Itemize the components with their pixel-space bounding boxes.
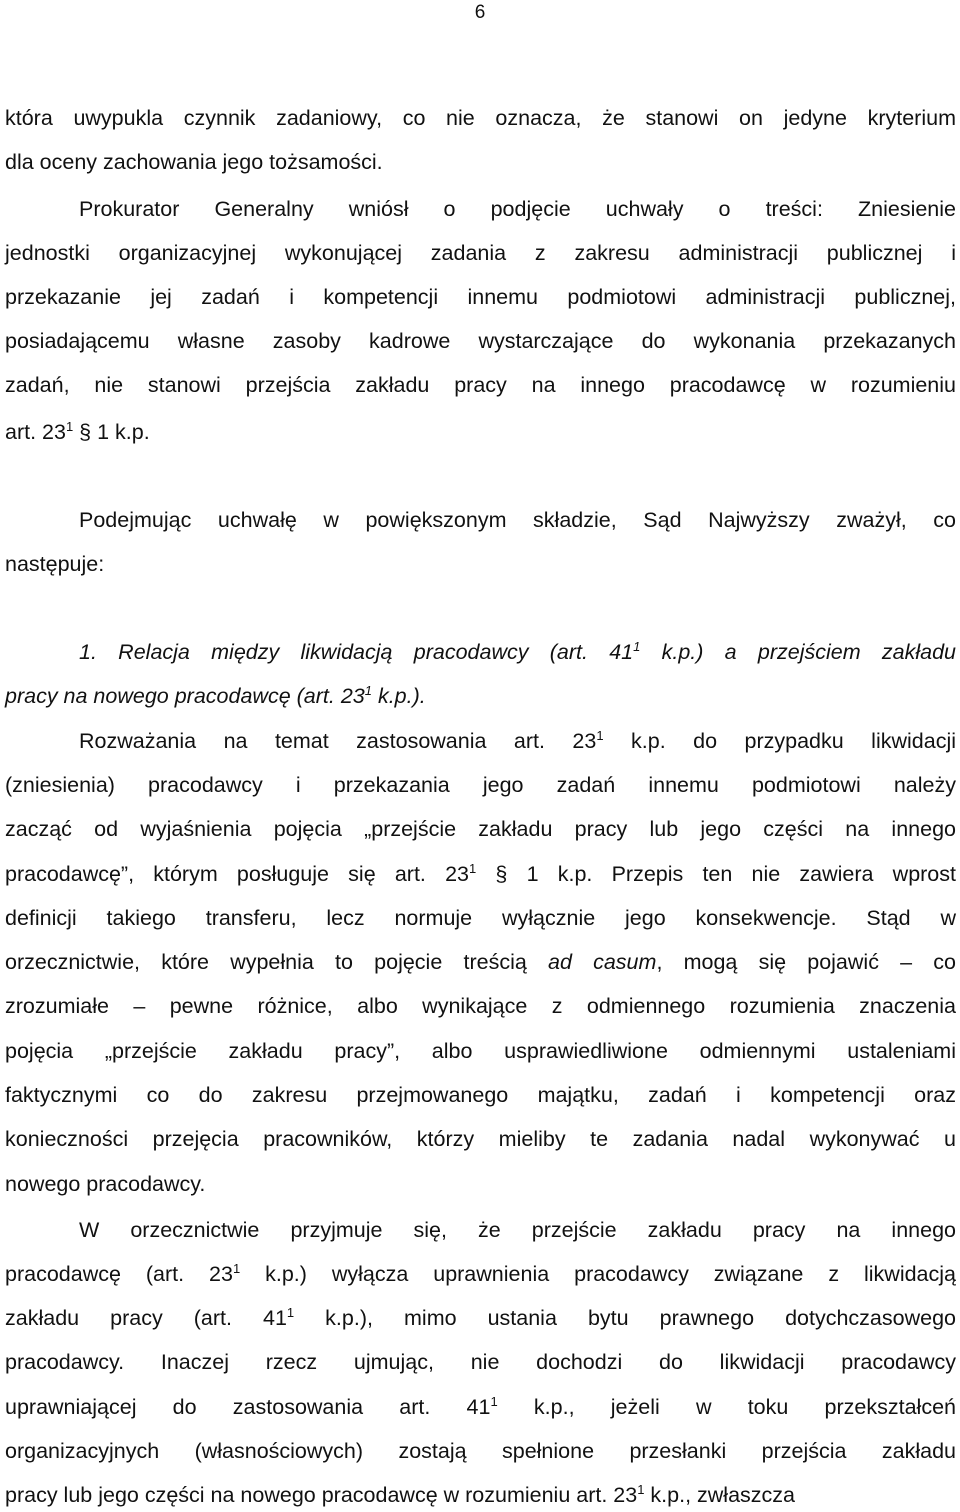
text-line: art. $23^1$ § 1 k.p. <box>5 419 150 444</box>
text-line: uprawniającej do zastosowania art. $41^1$ k.p., jeżeli w toku przekształceń <box>5 1394 956 1419</box>
superscript: 1 <box>633 639 641 654</box>
text-line: zakładu pracy (art. $41^1$ k.p.), mimo ustania bytu prawnego dotychczasowego <box>5 1305 956 1330</box>
superscript: 1 <box>65 419 74 434</box>
text-line: (zniesienia) pracodawcy i przekazania jego zadań innemu podmiotowi należy <box>5 773 956 797</box>
superscript: 1 <box>490 1394 498 1409</box>
superscript: 1 <box>469 861 477 876</box>
text-line: organizacyjnych (własnościowych) zostają spełnione przesłanki przejścia zakładu <box>5 1439 956 1463</box>
text-line: następuje: <box>5 552 105 576</box>
text-line: jednostki organizacyjnej wykonującej zadania z zakresu administracji publicznej i <box>5 241 956 265</box>
text-line: pojęcia „przejście zakładu pracy”, albo usprawiedliwione odmiennymi ustaleniami <box>5 1039 956 1063</box>
section-heading: pracy na nowego pracodawcę (art. $23^1$ k.p.). <box>5 683 426 708</box>
text-line: pracy lub jego części na nowego pracodawcę w rozumieniu art. $23^1$ k.p., zwłaszcza <box>5 1482 795 1507</box>
page-number: 6 <box>474 2 486 23</box>
superscript: 1 <box>596 728 604 743</box>
text-line: zrozumiałe – pewne różnice, albo wynikające z odmiennego rozumienia znaczenia <box>5 994 956 1018</box>
text-line: Rozważania na temat zastosowania art. $23^1$ k.p. do przypadku likwidacji <box>79 728 956 753</box>
text-line: Podejmując uchwałę w powiększonym składzie, Sąd Najwyższy zważył, co <box>79 508 956 532</box>
section-heading: 1. Relacja między likwidacją pracodawcy (art. $41^1$ k.p.) a przejściem zakładu <box>79 639 956 664</box>
superscript: 1 <box>232 1261 241 1276</box>
superscript: 1 <box>364 683 372 698</box>
text-line: pracodawcy. Inaczej rzecz ujmując, nie dochodzi do likwidacji pracodawcy <box>5 1350 956 1374</box>
text-line: zacząć od wyjaśnienia pojęcia „przejście zakładu pracy lub jego części na innego <box>5 817 956 841</box>
text-line: nowego pracodawcy. <box>5 1172 206 1196</box>
text-line: W orzecznictwie przyjmuje się, że przejście zakładu pracy na innego <box>79 1218 956 1242</box>
superscript: 1 <box>637 1482 645 1497</box>
text-line: która uwypukla czynnik zadaniowy, co nie oznacza, że stanowi on jedyne kryterium <box>5 106 956 130</box>
text-line: konieczności przejęcia pracowników, którzy mieliby te zadania nadal wykonywać u <box>5 1127 956 1151</box>
text-line: przekazanie jej zadań i kompetencji innemu podmiotowi administracji publicznej, <box>5 285 956 309</box>
text-line: posiadającemu własne zasoby kadrowe wystarczające do wykonania przekazanych <box>5 329 956 353</box>
text-line: orzecznictwie, które wypełnia to pojęcie treścią ad casum, mogą się pojawić – co <box>5 950 956 974</box>
text-line: zadań, nie stanowi przejścia zakładu pracy na innego pracodawcę w rozumieniu <box>5 373 956 397</box>
text-line: pracodawcę (art. $23^1$ k.p.) wyłącza uprawnienia pracodawcy związane z likwidacją <box>5 1261 957 1286</box>
text-line: faktycznymi co do zakresu przejmowanego majątku, zadań i kompetencji oraz <box>5 1083 956 1107</box>
text-line: pracodawcę”, którym posługuje się art. $23^1$ § 1 k.p. Przepis ten nie zawiera wprost <box>5 861 956 886</box>
superscript: 1 <box>286 1305 295 1320</box>
text-line: dla oceny zachowania jego tożsamości. <box>5 150 383 174</box>
text-line: definicji takiego transferu, lecz normuje wyłącznie jego konsekwencje. Stąd w <box>5 906 956 930</box>
text-line: Prokurator Generalny wniósł o podjęcie uchwały o treści: Zniesienie <box>79 197 956 221</box>
